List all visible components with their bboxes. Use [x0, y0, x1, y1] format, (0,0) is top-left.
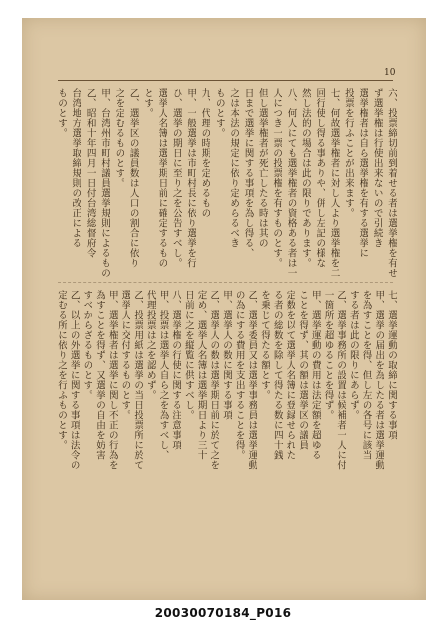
upper-text-column: 九、代理の時期を定めるもの	[199, 88, 211, 218]
upper-text-column: 乙、選挙区の議員数は人口の割合に依り	[127, 88, 139, 268]
upper-text-column: 台湾地方選挙取締規則の改正による	[70, 88, 82, 248]
lower-text-column: 甲、選挙運動の費用は法定額を超ゆる	[309, 290, 321, 460]
lower-text-column: 定むる所に依り之を行ふものとす。	[56, 290, 67, 450]
lower-text-column: 乙、投票用紙は選挙の当日投票所に於て	[132, 290, 144, 470]
lower-text-column: 八、選挙権の行使に関する注意事項	[170, 290, 182, 450]
image-caption: 20030070184_P016	[154, 606, 292, 620]
lower-text-column: すべからざるものとす。	[81, 290, 93, 400]
upper-text-column: ものとす。	[213, 88, 225, 138]
lower-text-column: 代理投票は之を認めず。	[144, 290, 156, 400]
lower-text-column: 甲、選挙人の数に関する事項	[221, 290, 232, 420]
upper-text-column: 之は本法の規定に依り定めらるべき	[228, 88, 240, 248]
lower-text-column: 選挙人に交付するものとす。	[119, 290, 131, 420]
lower-text-column: 乙、以上の外選挙に関する事項は法令の	[68, 290, 80, 470]
upper-text-column: 然し法的の場合は此の限りであります。	[299, 88, 311, 268]
upper-text-column: 七、何故選挙権者に対し人より選挙権を二	[328, 88, 340, 278]
section-divider	[58, 282, 393, 283]
lower-text-column: 甲、投票は選挙人自ら之を為すべし、	[157, 290, 169, 460]
upper-text-column: 選挙権者は自ら選挙権を有する選挙に	[357, 88, 369, 258]
upper-text-column: 之を定むるものとす。	[113, 88, 125, 188]
lower-text-column: する者は此の限りにあらず。	[347, 290, 359, 420]
lower-text-column: 乙、選挙人の数は選挙期日前に於て之を	[208, 290, 220, 470]
upper-text-column: 甲、一般選挙は市町村長に依り選挙を行	[185, 88, 197, 268]
lower-text-column: 甲、選挙権者は選挙に関し不正の行為を	[106, 290, 118, 470]
upper-text-column: 六、投票締切前到着せる者は選挙権を有せ	[386, 88, 397, 278]
lower-text-column: 定数を以て選挙人名簿に登録せられた	[284, 290, 296, 460]
page-number: 10	[384, 68, 396, 78]
lower-text-column: る者の総数を除して得たる数に四十銭	[271, 290, 283, 460]
lower-text-column: 一箇所を超ゆることを得ず。	[322, 290, 334, 420]
upper-text-column: ものとす。	[56, 88, 67, 138]
lower-text-column: を乗じて得たる額とす。	[259, 290, 271, 400]
upper-text-column: ず選挙権は行使出来ないので引続き	[371, 88, 383, 248]
lower-text-column: 甲、選挙の届出を為したる者は選挙運動	[373, 290, 385, 470]
upper-text-column: 選挙人名簿は選挙期日前に確定するもの	[156, 88, 168, 268]
lower-text-column: の為にする費用を支出することを得。	[233, 290, 245, 460]
header-rule	[58, 80, 393, 81]
upper-text-column: 八、何人にても選挙権者の資格ある者は一	[285, 88, 297, 278]
lower-text-column: 乙、選挙委員又は選挙事務員は選挙運動	[246, 290, 258, 470]
lower-text-column: ことを得ず、其の額は選挙区の議員	[297, 290, 309, 450]
upper-text-column: 但し選挙権者が死亡したる時は其の	[256, 88, 268, 248]
upper-text-column: ひ、選挙の期日に至り之を公告すべし。	[170, 88, 182, 268]
upper-text-column: とす。	[142, 88, 154, 118]
upper-text-column: 乙、昭和十年四月一日付台湾総督府令	[84, 88, 96, 258]
lower-text-column: 日前に之を縦覧に供すべし。	[182, 290, 194, 420]
lower-text-column: 七、選挙運動の取締に関する事項	[386, 290, 397, 440]
upper-text-column: 投票を行ふことが出来ます。	[342, 88, 354, 218]
upper-text-column: 回行使し得る事ありや、併し左記の様な	[314, 88, 326, 268]
upper-text-column: 甲、台湾州市町村議員選挙規則によるもの	[99, 88, 111, 278]
upper-text-column: 人につき一票の投票権を有すものとす。	[271, 88, 283, 268]
lower-text-column: を為すことを得、但し左の各号に該当	[360, 290, 372, 460]
lower-text-column: 定め、選挙人名簿は選挙期日より三十	[195, 290, 207, 460]
lower-text-column: 為すことを得ず、又選挙の自由を妨害	[94, 290, 106, 460]
lower-text-column: 乙、選挙事務所の設置は候補者一人に付	[335, 290, 347, 470]
upper-text-column: 日まで選挙に関する事項を為し得る、	[242, 88, 254, 258]
